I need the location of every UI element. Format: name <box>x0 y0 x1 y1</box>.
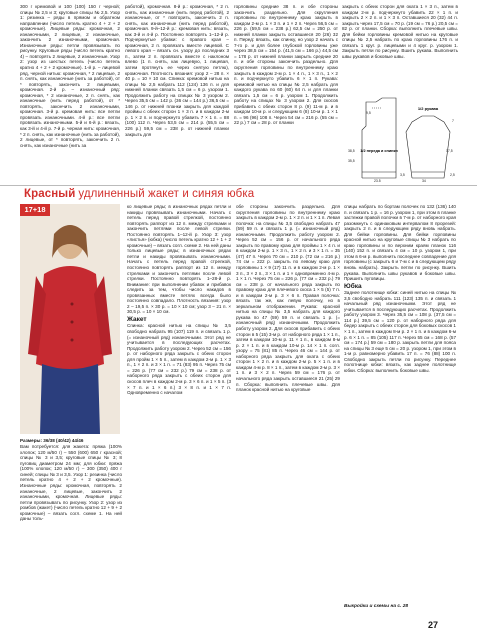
title-bold: Красный <box>24 188 76 200</box>
dim-label: 2,5 <box>450 173 455 177</box>
mid-column-4 <box>344 204 456 596</box>
dim-label: 23,5 <box>374 179 381 182</box>
mid-col1-text: Вам потребуется: для жакета: пряжа (100% хлопок; 120 м/50 г) – 550 (600) 650 г красной; спицы № 3 и 3,5; круговые спицы № 3; 8 пуговиц диаметром 24 мм; для юбки: пряжа (100% хлопок; 120 м/50 г) – 300 (350) 400 г синей; спицы № 3 и 3,5. Узор 1: резинка (число петель кратно 4 + 2 + 2 кромочные). Изнаночные ряды: кромочная, повторять 2 изнаночные, 2 лицевые, закончить 2 изнаночными, кромочная. Лицевые ряды: петли провязывать по рисунку. Узор 2: узор из ромбов (жакет) (число петель кратно 12 + 9 + 2 кромочные) – вязать согл. схеме 1. На ней даны толь- <box>20 444 122 522</box>
dim-label: 9,5 <box>366 111 371 115</box>
mid-column-2 <box>127 204 231 616</box>
mid-col4b-text: Заднее полотнище юбки: синей нитью на спицы № 3,5 свободно набрать 111 (123) 135 п. и связать 1 начальный ряд изнаночными. Этот ряд не учитывается в последующих расчетах. Продолжить работу узором 3. Через 35,5 см = 108 р. (37,5 см = 114 р.) 39,5 см = 120 р. от наборного ряда для бедер закрыть с обеих сторон для боковых скосов 1 × 1 п., затем в каждом 8-м р. 2 × 1 п. и в каждом 6-м р. 6 × 1 п. = 85 (105) 117 п. Через 55 см = 168 р. (57 см = 174 р.) 59 см = 180 р. закрыть петли для пояса на спицы № 3 еще 5 см = 20 р. узором 1, при этом в 1-м р. равномерно убавить 17 п. = 76 (88) 100 п. Свободно закрыть петли по рисунку. Переднее полотнище юбки: вязать, как заднее полотнище юбки. Сборка: выполнить боковые швы. <box>344 290 456 373</box>
top-column-4 <box>342 4 458 88</box>
skirt-heading: Юбка <box>344 282 362 290</box>
model-photo <box>20 204 120 434</box>
mid-col2b-text: Спинка: красной нитью на спицы № 3,5 свободно набрать 95 (107) 119 п. и связать 1 р. (= изнаночный ряд) изнаночными. Этот ряд не учитывается в последующих расчетах. Продолжить работу узором 2. Через 52 см = 156 р. от наборного ряда закрыть с обеих сторон для пройм 1 × 5 п., затем в каждом 2-м р. 1 × 3 п., 1 × 2 п. и 3 × 1 п. = 71 (83) 95 п. Через 75 см = 226 р. (77 см = 232 р.) 79 см = 238 р. от наборного ряда закрыть с обеих сторон для скосов плеч в каждом 2-м р. 3 × 6 п. и 1 × 5 п. (3 × 7 п. и 1 × 6 п.) 3 × 8 п. и 1 × 7 п. Одновременно с началом <box>127 323 231 396</box>
mid-column-1 <box>20 438 122 618</box>
top-col1-text: 300 г кремовой и 100 (100) 150 г черной; спицы № 2,5 и 3; круговые спицы № 2,5. Узор 1: резинка – ряды в прямом и обратном направлении (число петель кратно 4 + 2 + 2 кромочные). Лицевые ряды: кромочная, 2 изнаночными, 2 лицевые, 2 изнаночные, закончить 2 изнаночными, кромочная. Изнаночные ряды: петли провязывать по рисунку. Круговые ряды (число петель кратно 4) – повторять 2 лицевые, 2 изнаночные. Узор 2: узор из шестых петель (число петель кратно 4 + 2 + 2 кромочные). 1-й р. – лицевой ряд, черной нитью: кромочная, * 2 лицевые, 2 п. снять, как изнаночные (нить за работой), от * повторять, закончить 2 лицевыми, кромочная. 2-й р. – изнаночный ряд: кромочная, * 2 изнаночные, 2 п. снять, как изнаночные (нить перед работой), от * повторять, закончить 2 изнаночными, кромочная. 3-й р. кремовая нить: все петли провязать изнаночными. 4-й р.: все петли провязать изнаночными. 5-й и 6-й р.: вязать, как 3-й и 4-й р. 7-й р. черная нить: кромочная, * 2 п. снять, как изнаночные (нить за работой), 2 лицевые, от * повторять, закончить 2 п. снять, как изнаночные (нить за <box>20 4 120 148</box>
mid-col4-text: спицы набрать по бортам полочек по 132 (136) 140 п. и связать 1 р. = 16 р. узором 1, при этом в планке застежки правой полочки в 7-м р. от наборного края разомкнуть с одинаковым интервалом 8 прорезей: закрыть 2 п. и в следующем ряду вновь набрать. Для бейки горловины. Для бейки горловины красной нитью на круговые спицы № 3 набрать по краю горловины и по верхним краям планок 116 (140) 152 п. и связать 4 см = 10 р. узором 1, при этом в 6-м р. выполнить последнее совпадение для горловины (с закрыть 6 и 7-м с и в следующем ряду вновь набрать). Закрыть петли по рисунку. Вшить рукава. Выполнить швы рукавов и боковые швы. Пришить пуговицы. <box>344 204 456 282</box>
top-col2-text: работой), кромочная. 8-й р.: кромочная, * 2 п. снять, как изнаночные (нить перед работой), 2 изнаночные, от * повторить, закончить 2 п. снять, как изнаночные (нить перед работой), кромочная. 9-й–12-й р.: кремовая нить: вязать, как 3-й и 4-й р. Постоянно повторять 1–12-й р. Подчеркнутые убавки: с правого края – кромочная, 2 п. провязать вместе лицевой. С левого края – вязать сн. узору до последних 3 п., затем 2 п. провязать вместе с наклоном влево (1 п. снять, как лицевую, 1 лицевая, затем протянуть ее через снятую петлю), кромочная. Плотность вязания: узор 2 – 28 п. × 40 р. = 10 × 10 см. Спинка: кремовой нитью на спицы № 2,5 набрать 112 (124) 136 п. и для нижней планки связать 1,5 см = 6 р. узором 1. Продолжить работу на спицах № 3 узором 2. Через 35,5 см = 142 р. (36 см = 144 р.) 36,5 см = 146 р. от нижней планки закрыть для каждой проймы с обеих сторон 1 × 3 п. и в каждом 2-м р. 1 × 2 п. и подчеркнуто убавить 7 × 1 п. = 88 (100) 112 п. Через 53,5 см = 214 р. (55,5 см = 226 р.) 59,5 см = 238 р. от нижней планки закрыть для <box>125 4 229 137</box>
schema-label-front-back: 1/2 переда и спинки <box>360 149 398 153</box>
title-rest: удлиненный жакет и синяя юбка <box>78 188 255 200</box>
jacket-heading: Жакет <box>127 315 147 323</box>
top-column-2 <box>125 4 229 172</box>
sizes-heading: Размеры: 36/38 (40/42) 44/46 <box>20 438 84 443</box>
top-column-3 <box>234 4 338 172</box>
patterns-reference: Выкройки и схемы на с. 28 <box>344 604 409 609</box>
dim-label: 34 <box>422 179 426 182</box>
top-col3-text: горловины средние 38 п. и обе стороны закончить раздельно. Для скругления горловины по внутреннему краю закрыть в каждом 2-м р. 1 × 3 п. и 1 × 2 п. Через 56,5 см = 226 р. (59,5 см = 238 р.) 62,5 см = 250 р. от нижней планки закрыть оставшиеся 20 (26) 32 п. Перед: вязать, как спинку, но узор 2 начать с 7-го р. и для более глубокой горловины уже через 38,5 см = 154 р. (41,5 см = 166 р.) 44,5 см = 178 р. от нижней планки закрыть средние 20 п. и обе стороны закончить раздельно. Для скругления горловины по внутреннему краю закрыть в каждом 2-м р. 1 × 4 п., 1 × 3 п., 1 × 2 п. и подчеркнуто убавить 6 × 1 п. Рукава: кремовой нитью на спицы № 2,5 набрать для каждого рукава по 60 (60) 64 п. и для планки связать 1,5 см = 6 р. узором 1. Продолжить работу на спицах № 3 узором 2. Для скосов прибавить с обеих сторон 8 р. (9) 11-м р. и в каждом 10-м р. и следующим 6 (8) 10-м р. 1 × 1 п. = 96 (96) 108 п. Через 54 см = 216 р. (55 см = 22 р.) 7 см = 28 р. от планки <box>234 4 338 126</box>
schema-dimensions <box>348 111 455 182</box>
top-column-1 <box>20 4 120 172</box>
dim-label: 7 <box>452 119 454 123</box>
mid-col3-text: обе стороны закончить раздельно. Для скругления горловины по внутреннему краю закрыть в каждом 2-м р. 1 × 2 п. и 1 × 1 п. Левая полочка: на спицы № 3,5 свободно набрать 47 (59) 59 п. и связать 1 р. (= изнаночный ряд) изнаночными. Продолжить работу узором 2. Через 52 см = 156 р. от начального ряда закрыть по правому краю для проймы 1 × 4 п. и в каждом 2-м р. 1 × 3 п., 1 × 2 п. и 3 × 1 п. = 35 (47) 47 п. Через 70 см = 210 р. (72 см = 216 р.) 74 см = 222 р. закрыть по левому краю для горловины 1 × 9 (17) 11 п. и в каждом 2-м р. 1 × 3 п., 3 × 2 п., 3 × 1 п. и 1 × одновременно 4-м р. 1 × 1 п. Через 75 см = 226 р. (77 см = 232 р.) 79 см = 238 р. от начального ряда закрыть по правому краю для плечевого скоса 1 × 5 (5) 7 п. и в каждом 2-м р. 3 × 6 п. Правая полочка: вязать так же, как левую полочку, но в зеркальном отображении. Рукава: красной нитью на спицы № 3,5 набрать для каждого рукава по 47 (59) 59 п. и связать 1 р. (= изнаночный ряд) изнаночными. Продолжить работу узором 2. Для скосов прибавить с обеих сторон в 5 (15) 3-м р. от наборного ряда 1 × 1 п., затем в каждом 10-м р. 11 × 1 п., в каждом 8-м р. 2 × 1 п. и в каждом 10-м р. 14 × 1 п. согл. узору = 75 (81) 85 п. Через 46 см = 144 р. от наборного ряда закрыть для оката с обеих сторон 1 × 2 п. и в каждом 2-м р. 5 × 1 п. и в каждом 4-м р. 8 × 1 п., затем в каждом 2-м р. 3 × 1 п. и 3 × 2 п. Через 59 см = 176 р. от начального ряда закрыть оставшиеся 21 (25) 29 п. Сборка: выполнить плечевые швы. Для планок красной нитью на круговые <box>236 204 340 393</box>
dim-label: 17,5 <box>446 149 453 153</box>
dim-label: 35,5 <box>348 159 355 163</box>
article-title <box>24 188 254 200</box>
page-number: 27 <box>428 620 439 630</box>
front-back-piece <box>362 98 396 178</box>
schema-label-sleeve: 1/2 рукава <box>417 106 439 111</box>
dim-label: 38,5 <box>348 149 355 153</box>
mid-column-3 <box>236 204 340 616</box>
sleeve-piece <box>406 116 450 178</box>
mid-col2-text: ко лицевые ряды; в изнаночных рядах петли и накиды провязывать изнаночными. Начать с петель перед правой стрелкой, постоянно повторять раппорт из 12 п. между стрелками и закончить петлями после левой стрелки. Постоянно повторять 1–12-й р. Узор 3: узор «листья» (юбка) (число петель кратно 12 + 1 + 2 кромочные) – вязать согл. схеме 2. На ней даны только лицевые ряды; в изнаночных рядах петли и накиды провязывать изнаночными. Начать с петель перед правой стрелкой, постоянно повторять раппорт из 12 п. между стрелками и закончить петлями после левой стрелки. Постоянно повторять 1–28-й р. Внимание: при выполнении убавок и прибавок следить за тем, чтобы число накидов в провязанных вместе петлях всегда было постоянно совпадало. Плотность вязания: узор 2 – 19,5 п. × 30 р. = 10 × 10 см; узор 3 – 21 п. × 30,5 р. = 10 × 10 см. <box>127 204 231 315</box>
pattern-number-badge: 17+18 <box>20 204 50 216</box>
section-divider <box>0 185 477 186</box>
dim-label: 3,5 <box>400 173 405 177</box>
pattern-schema <box>342 92 460 182</box>
top-col4-text: закрыть с обеих сторон для оката 1 × 3 п., затем в каждом 2-м р. подчеркнуто убавить 22 × 1 п. и закрыть 2 × 2 п. и 1 × 3 п. Оставшиеся 20 (32) 44 п. закрыть через 17,5 см = 70 р. (19 см = 76 р.) 20,5 см = 82 р. от планки. Сборка: выполнить плечевые швы. Для бейки горловины кремовой нитью на круговые спицы № 2,5 набрать по краю горловины 176 п. и связать 1 круг. р. лицевыми и 4 круг. р. узором 1. Закрыть петли по рисунку. Вшить рукава. Выполнить швы рукавов и боковые швы. <box>342 4 458 59</box>
